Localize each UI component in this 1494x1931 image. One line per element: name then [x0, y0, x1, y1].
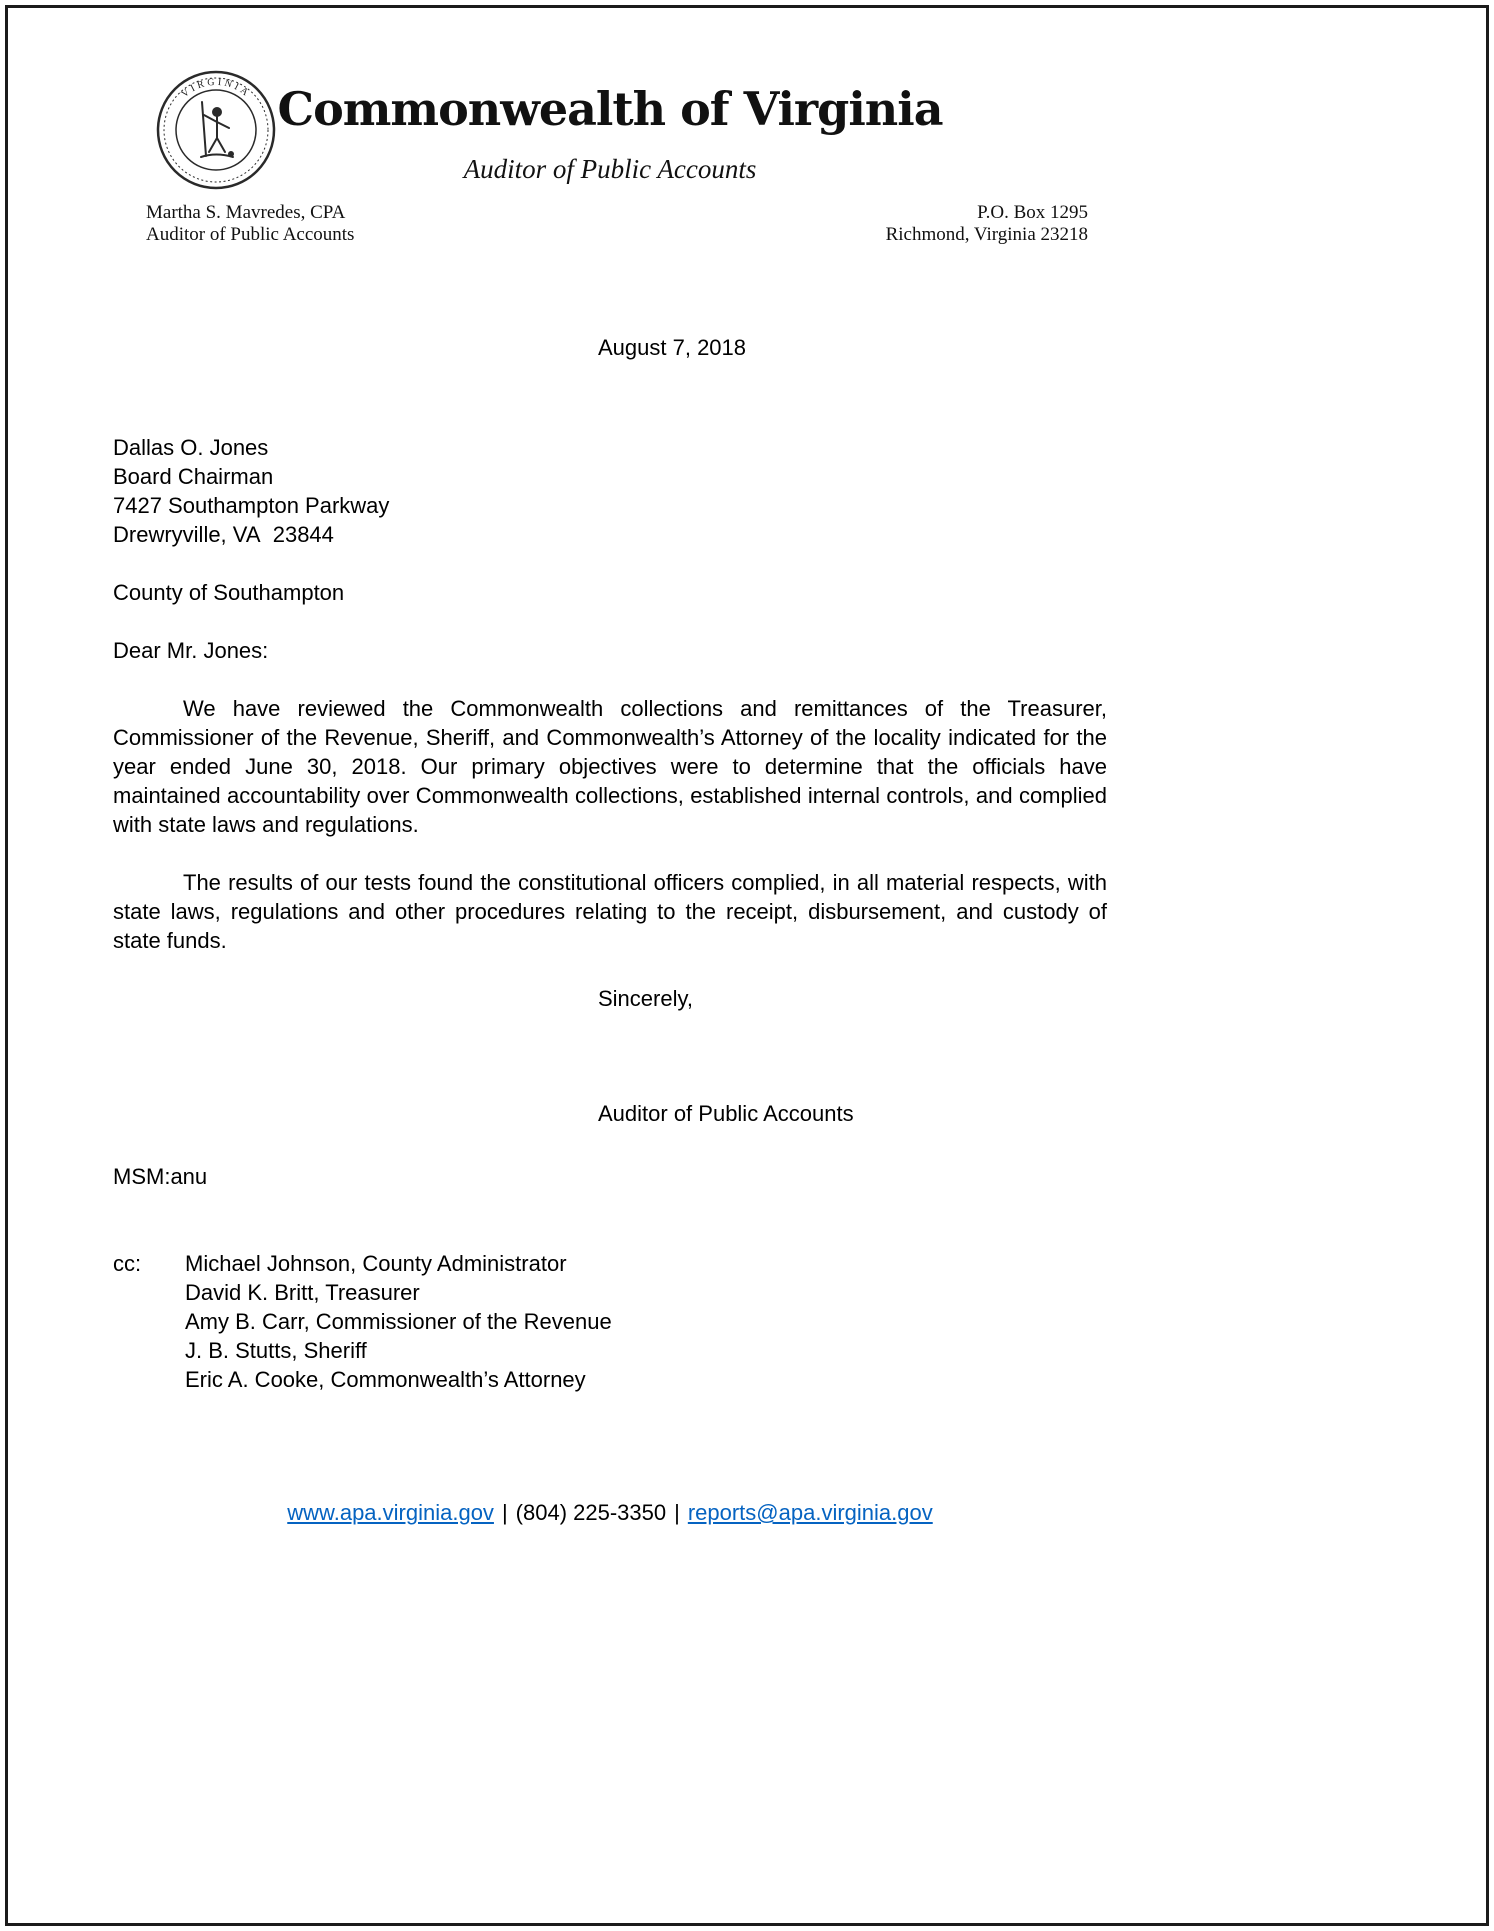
letter-date: August 7, 2018	[598, 335, 747, 360]
cc-item: Amy B. Carr, Commissioner of the Revenue	[185, 1309, 612, 1334]
office-address-block	[768, 202, 1088, 246]
letter-body	[113, 333, 1107, 1394]
footer-separator: |	[501, 1500, 508, 1525]
cc-block	[113, 1249, 1107, 1394]
address-line2: Richmond, Virginia 23218	[885, 224, 1088, 245]
closing: Sincerely,	[598, 986, 693, 1011]
locality-line: County of Southampton	[113, 580, 345, 605]
cc-item: David K. Britt, Treasurer	[185, 1280, 420, 1305]
website-link[interactable]: www.apa.virginia.gov	[287, 1500, 494, 1525]
recipient-city: Drewryville, VA 23844	[113, 522, 334, 547]
org-subtitle: Auditor of Public Accounts	[463, 154, 757, 184]
cc-label: cc:	[113, 1251, 142, 1276]
body-paragraph: The results of our tests found the constitutional officers complied, in all material respects, with state laws, regulations and other procedures relating to the receipt, disbursement, and custody of state funds.	[113, 870, 1107, 953]
cc-names	[185, 1249, 612, 1394]
cc-item: Eric A. Cooke, Commonwealth’s Attorney	[185, 1367, 586, 1392]
seal-top-text: VIRGINIA	[179, 76, 253, 100]
address-line1: P.O. Box 1295	[977, 202, 1088, 223]
recipient-street: 7427 Southampton Parkway	[113, 493, 390, 518]
footer-phone: (804) 225-3350	[515, 1500, 667, 1525]
footer	[113, 1500, 1107, 1526]
reference-initials: MSM:anu	[113, 1164, 208, 1189]
recipient-title: Board Chairman	[113, 464, 274, 489]
cc-item: Michael Johnson, County Administrator	[185, 1251, 567, 1276]
letterhead	[8, 8, 1486, 258]
cc-item: J. B. Stutts, Sheriff	[185, 1338, 367, 1363]
recipient-name: Dallas O. Jones	[113, 435, 269, 460]
official-block	[146, 202, 354, 246]
body-paragraph: We have reviewed the Commonwealth collections and remittances of the Treasurer, Commissioner of the Revenue, Sheriff, and Commonwealth’s Attorney of the locality indicated for the year ended June 30, 2018. Our primary objectives were to determine that the officials have maintained accountability over Commonwealth collections, established internal controls, and complied with state laws and regulations.	[113, 696, 1107, 837]
org-title: Commonwealth of Virginia	[277, 82, 943, 136]
official-name: Martha S. Mavredes, CPA	[146, 202, 346, 223]
official-title: Auditor of Public Accounts	[146, 224, 355, 245]
email-link[interactable]: reports@apa.virginia.gov	[687, 1500, 933, 1525]
signature-title: Auditor of Public Accounts	[598, 1101, 854, 1126]
letter-page	[5, 5, 1489, 1926]
recipient-block	[113, 433, 1107, 549]
footer-separator: |	[674, 1500, 680, 1525]
salutation: Dear Mr. Jones:	[113, 638, 269, 663]
